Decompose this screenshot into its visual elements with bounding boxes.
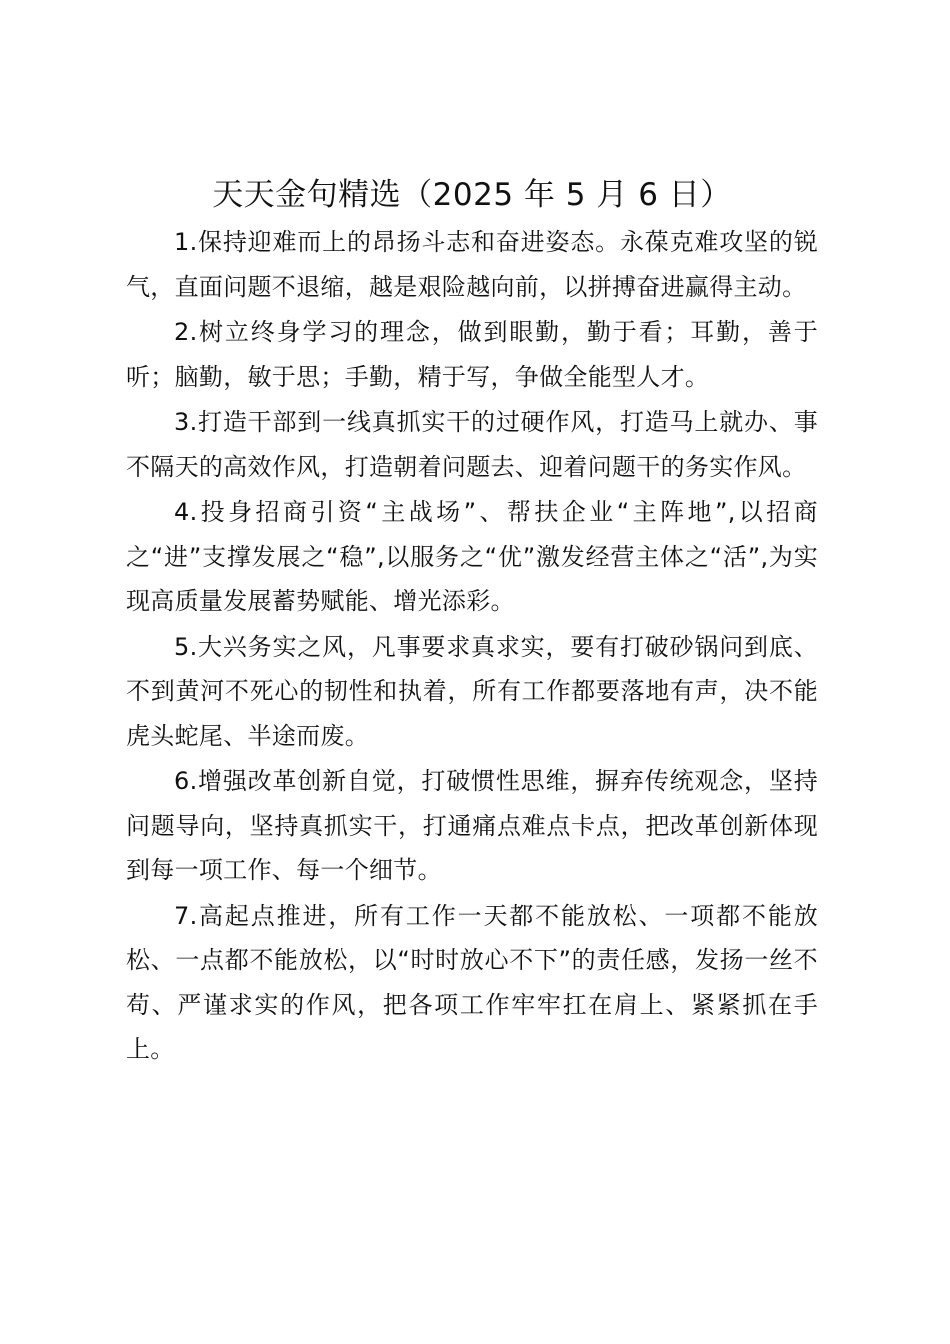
document-page [126, 170, 818, 1073]
quote-item-6: 6.增强改革创新自觉，打破惯性思维，摒弃传统观念，坚持问题导向，坚持真抓实干，打通痛点难点卡点，把改革创新体现到每一项工作、每一个细节。 [126, 767, 818, 884]
quote-item-1: 1.保持迎难而上的昂扬斗志和奋进姿态。永葆克难攻坚的锐气，直面问题不退缩，越是艰险越向前，以拼搏奋进赢得主动。 [126, 228, 818, 301]
quote-item-2: 2.树立终身学习的理念，做到眼勤，勤于看；耳勤，善于听；脑勤，敏于思；手勤，精于写，争做全能型人才。 [126, 318, 818, 391]
quote-item-7: 7.高起点推进，所有工作一天都不能放松、一项都不能放松、一点都不能放松，以“时时放心不下”的责任感，发扬一丝不苟、严谨求实的作风，把各项工作牢牢扛在肩上、紧紧抓在手上。 [126, 901, 818, 1063]
quote-item-4: 4.投身招商引资“主战场”、帮扶企业“主阵地”,以招商之“进”支撑发展之“稳”,以服务之“优”激发经营主体之“活”,为实现高质量发展蓄势赋能、增光添彩。 [126, 498, 818, 615]
quote-item-5: 5.大兴务实之风，凡事要求真求实，要有打破砂锅问到底、不到黄河不死心的韧性和执着，所有工作都要落地有声，决不能虎头蛇尾、半途而废。 [126, 632, 818, 750]
document-title: 天天金句精选（2025 年 5 月 6 日） [212, 177, 732, 213]
quote-item-3: 3.打造干部到一线真抓实干的过硬作风，打造马上就办、事不隔天的高效作风，打造朝着问题去、迎着问题干的务实作风。 [126, 408, 818, 481]
